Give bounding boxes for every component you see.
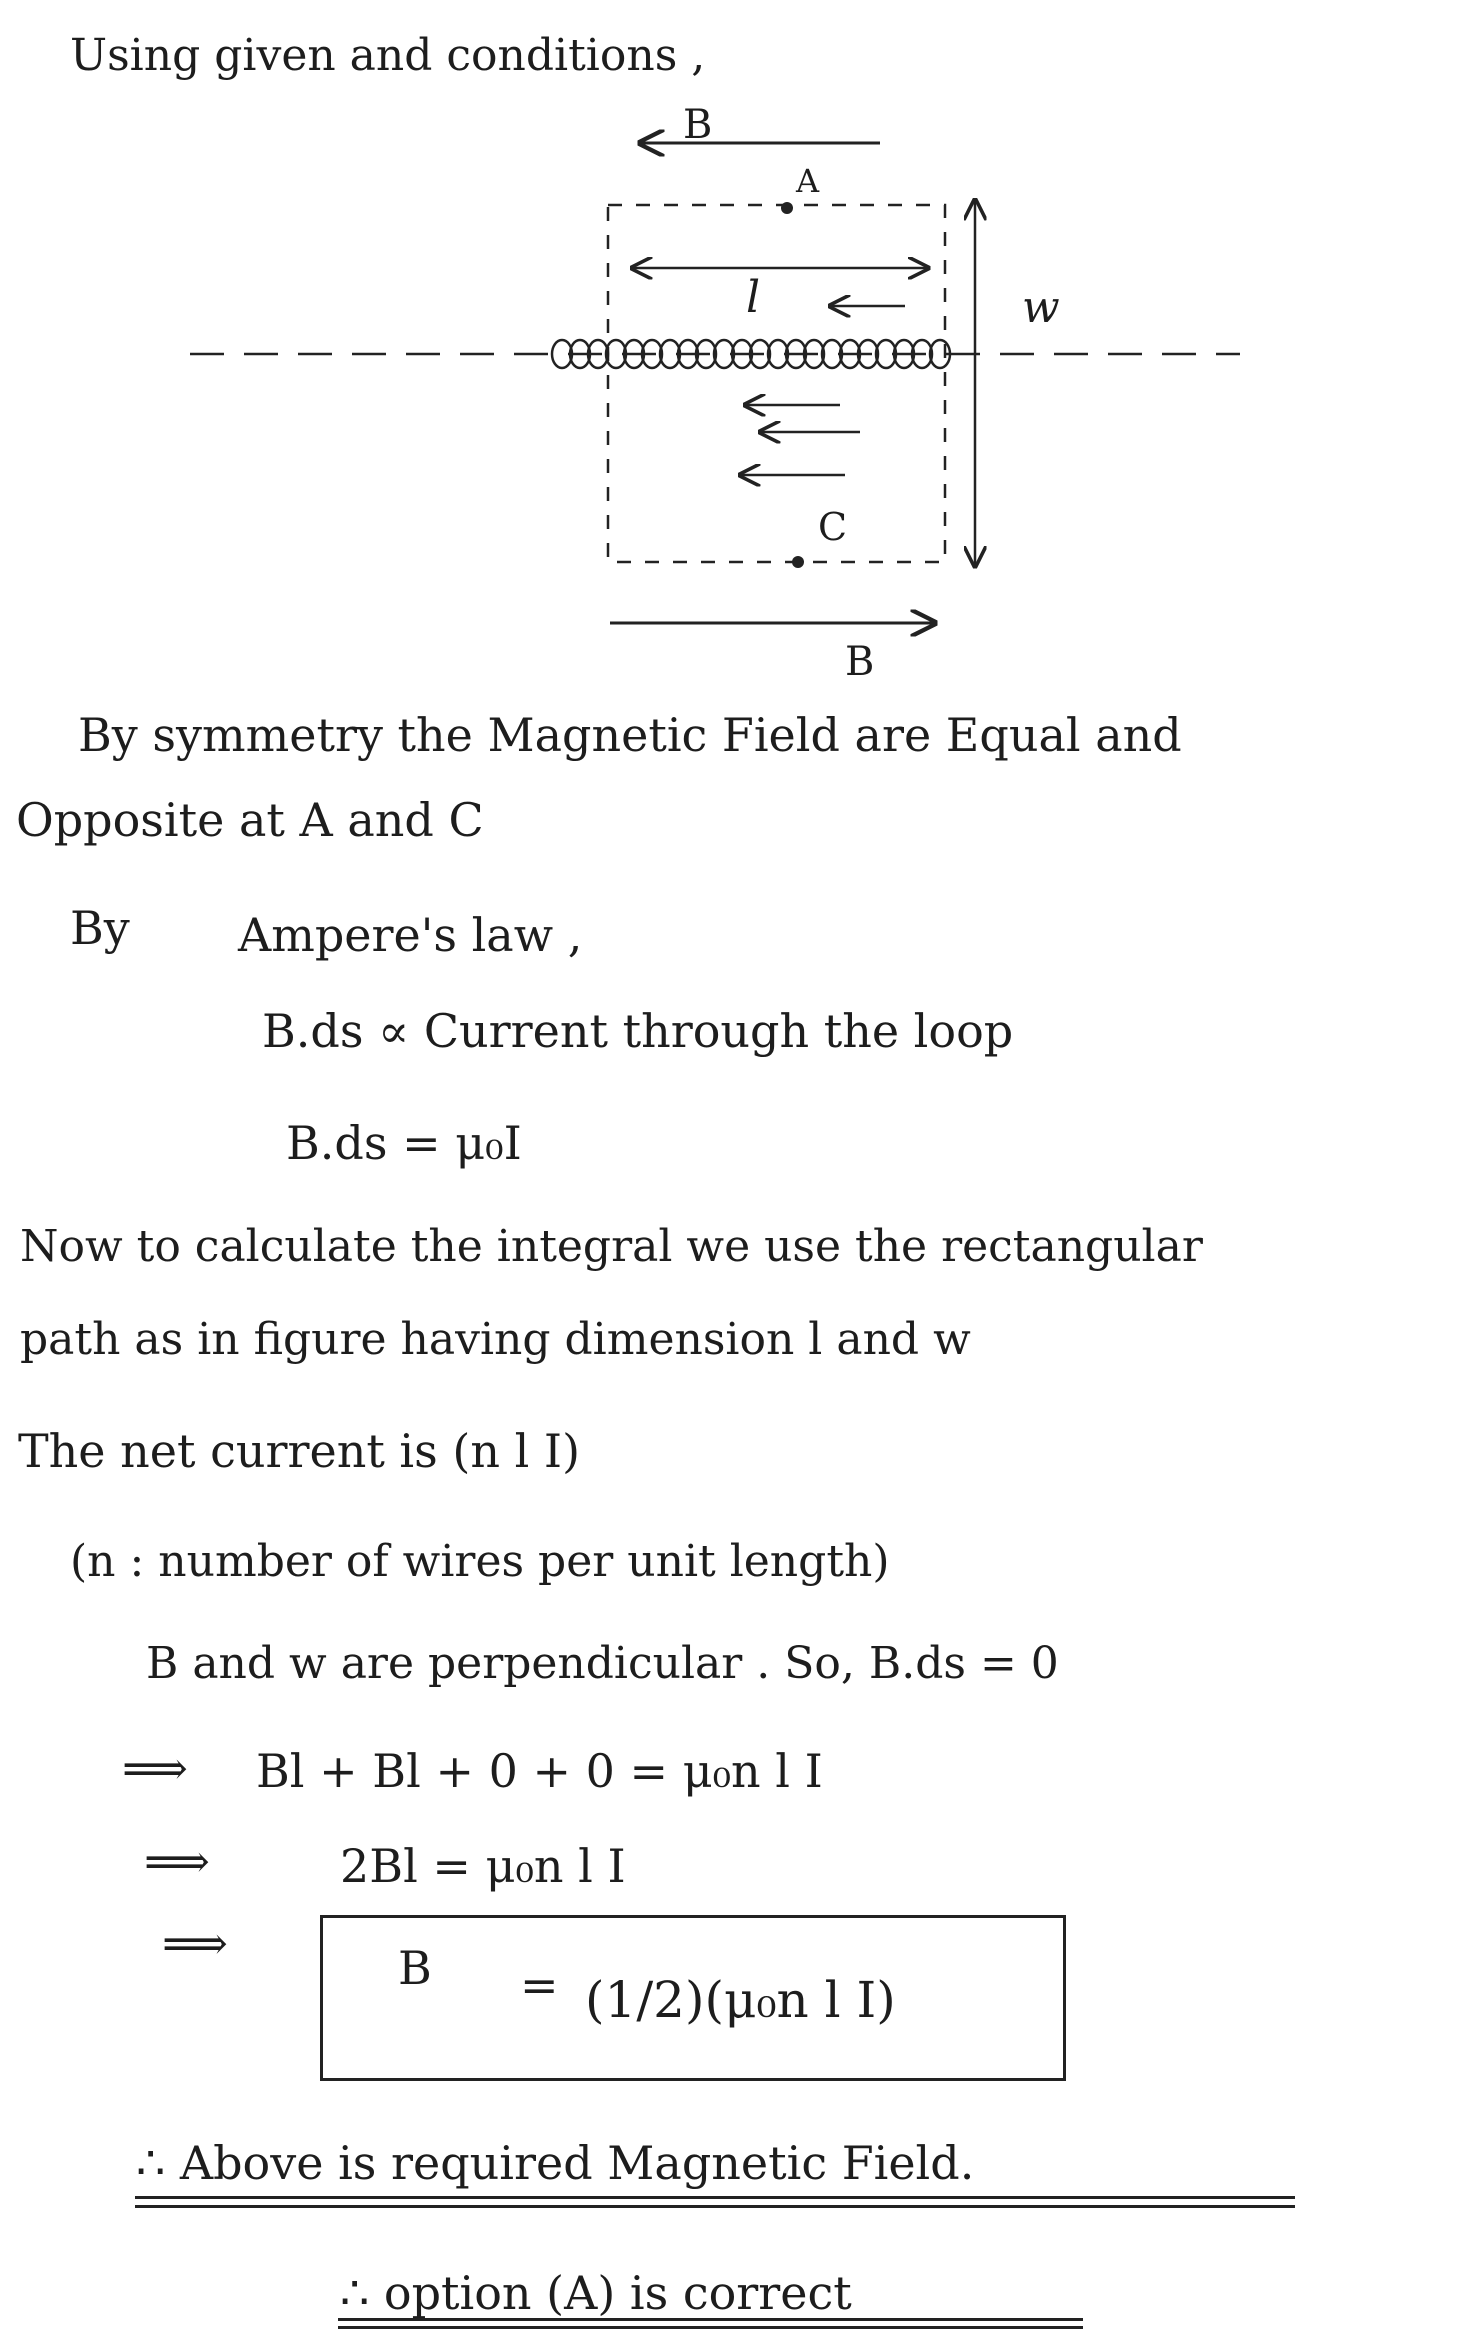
point-a-dot xyxy=(781,202,793,214)
answer-line: ∴ option (A) is correct xyxy=(340,2266,852,2320)
label-b-top: B xyxy=(683,102,713,148)
label-b-bottom: B xyxy=(845,639,875,685)
proportional-line: B.ds ∝ Current through the loop xyxy=(262,1004,1014,1058)
now-line-2: path as in figure having dimension l and w xyxy=(20,1314,971,1365)
answer-underline-1 xyxy=(338,2318,1083,2321)
answer-underline-2 xyxy=(338,2326,1083,2329)
ampere-equation: B.ds = μ₀I xyxy=(286,1116,522,1170)
result-lhs: B xyxy=(398,1941,432,1995)
label-c: C xyxy=(818,505,848,549)
step-1: Bl + Bl + 0 + 0 = μ₀n l I xyxy=(256,1744,823,1798)
solenoid-coils xyxy=(552,340,950,368)
conclusion-underline-2 xyxy=(135,2205,1295,2208)
now-line-1: Now to calculate the integral we use the rectangular xyxy=(20,1221,1203,1272)
ampere-by: By xyxy=(70,901,130,955)
result-rhs: (1/2)(μ₀n l I) xyxy=(585,1971,896,2029)
label-a: A xyxy=(796,162,820,200)
result-equals: = xyxy=(520,1958,559,2012)
perpendicular-line: B and w are perpendicular . So, B.ds = 0 xyxy=(146,1638,1059,1689)
symmetry-line-1: By symmetry the Magnetic Field are Equal and xyxy=(78,708,1182,762)
intro-heading: Using given and conditions , xyxy=(70,30,706,81)
implies-arrow-3: ⟹ xyxy=(162,1916,228,1970)
n-definition: (n : number of wires per unit length) xyxy=(70,1536,890,1587)
label-w: w xyxy=(1022,282,1060,333)
label-l: l xyxy=(746,272,761,323)
conclusion-underline-1 xyxy=(135,2196,1295,2199)
symmetry-line-2: Opposite at A and C xyxy=(16,793,484,847)
step-2: 2Bl = μ₀n l I xyxy=(340,1839,626,1893)
conclusion-line: ∴ Above is required Magnetic Field. xyxy=(136,2136,975,2190)
ampere-law: Ampere's law , xyxy=(238,908,583,962)
implies-arrow-1: ⟹ xyxy=(122,1741,188,1795)
implies-arrow-2: ⟹ xyxy=(144,1834,210,1888)
solenoid-figure xyxy=(0,0,1469,700)
net-current: The net current is (n l I) xyxy=(18,1424,581,1478)
amperian-loop xyxy=(608,205,945,562)
point-c-dot xyxy=(792,556,804,568)
